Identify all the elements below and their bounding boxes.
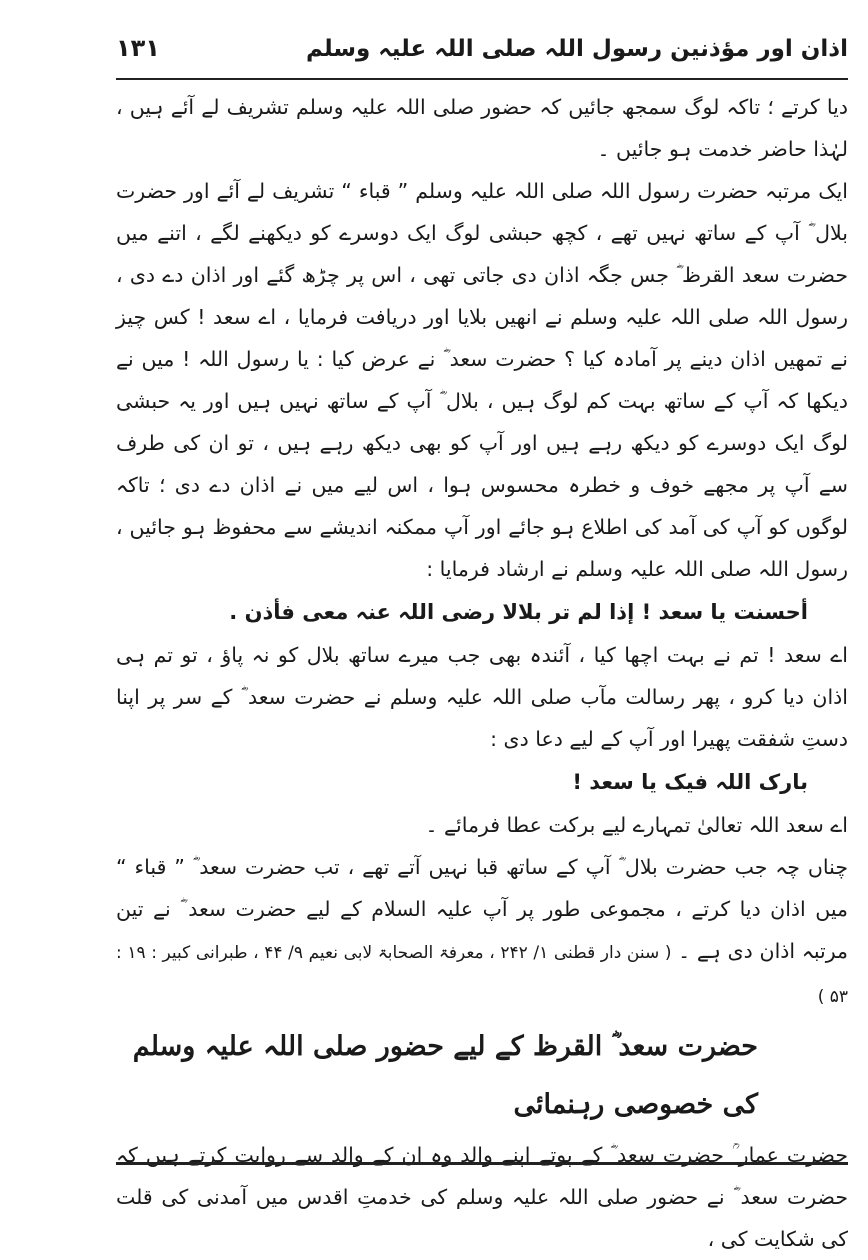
running-title: اذان اور مؤذنین رسول اللہ صلی اللہ علیہ وسلم bbox=[305, 36, 848, 62]
paragraph: حضرت عمار ؒ حضرت سعد ؓ کے پوتے اپنے والد وہ ان کے والد سے روایت کرتے ہیں کہ حضرت سعد ؓ نے حضور صلی اللہ علیہ وسلم کی خدمتِ اقدس میں آمدنی کی قلت کی شکایت کی ، bbox=[116, 1143, 848, 1251]
running-header bbox=[116, 22, 848, 80]
book-page bbox=[116, 22, 849, 1251]
page-body bbox=[116, 86, 848, 1260]
paragraph-text: چناں چہ جب حضرت بلال ؓ آپ کے ساتھ قبا نہیں آتے تھے ، تب حضرت سعد ؓ ” قباء “ میں اذان دیا کرتے ، مجموعی طور پر آپ علیہ السلام کے لیے حضرت سعد ؓ نے تین مرتبہ اذان دی ہے ۔ bbox=[116, 855, 849, 963]
header-rule bbox=[116, 78, 848, 80]
arabic-quote: أحسنت یا سعد ! إذا لم تر بلالا رضی اللہ عنہ معی فأذن . bbox=[229, 600, 808, 624]
paragraph: دیا کرتے ؛ تاکہ لوگ سمجھ جائیں کہ حضور صلی اللہ علیہ وسلم تشریف لے آئے ہیں ، لہٰذا حاضر خدمت ہو جائیں ۔ bbox=[116, 95, 848, 161]
arabic-quote: بارک اللہ فیک یا سعد ! bbox=[572, 770, 808, 794]
paragraph: ایک مرتبہ حضرت رسول اللہ صلی اللہ علیہ وسلم ” قباء “ تشریف لے آئے اور حضرت بلال ؓ آپ کے ساتھ نہیں تھے ، کچھ حبشی لوگ ایک دوسرے کو دیکھنے لگے ، اتنے میں حضرت سعد القرظ ؓ جس جگہ اذان دی جاتی تھی ، اس پر چڑھ گئے اور اذان دے دی ، رسول اللہ صلی اللہ علیہ وسلم نے انھیں بلایا اور دریافت فرمایا ، اے سعد ! کس چیز نے تمھیں اذان دینے پر آمادہ کیا ؟ حضرت سعد ؓ نے عرض کیا : یا رسول اللہ ! میں نے دیکھا کہ آپ کے ساتھ بہت کم لوگ ہیں ، بلال ؓ آپ کے ساتھ نہیں ہیں اور یہ حبشی لوگ ایک دوسرے کو دیکھ رہے ہیں اور آپ کو بھی دیکھ رہے ہیں ، تو ان کی طرف سے آپ پر مجھے خوف و خطرہ محسوس ہوا ، اس لیے میں نے اذان دے دی ؛ تاکہ لوگوں کو آپ کی آمد کی اطلاع ہو جائے اور آپ ممکنہ اندیشے سے محفوظ ہو جائیں ، رسول اللہ صلی اللہ علیہ وسلم نے ارشاد فرمایا : bbox=[116, 179, 848, 581]
paragraph bbox=[116, 846, 848, 1018]
citation: ( سنن دار قطنی ۱/ ۲۴۲ ، معرفۃ الصحابۃ لابی نعیم ۹/ ۴۴ ، طبرانی کبیر : ۱۹ : ۵۳ ) bbox=[116, 943, 848, 1007]
paragraph: اے سعد ! تم نے بہت اچھا کیا ، آئندہ بھی جب میرے ساتھ بلال کو نہ پاؤ ، تو تم ہی اذان دیا کرو ، پھر رسالت مآب صلی اللہ علیہ وسلم نے حضرت سعد ؓ کے سر پر اپنا دستِ شفقت پھیرا اور آپ کے لیے دعا دی : bbox=[116, 643, 848, 751]
footer-rule bbox=[116, 1162, 848, 1165]
paragraph: اے سعد اللہ تعالیٰ تمہارے لیے برکت عطا فرمائے ۔ bbox=[425, 813, 848, 837]
page-number: ۱۳۱ bbox=[116, 34, 160, 62]
section-heading: حضرت سعد ؓ القرظ کے لیے حضور صلی اللہ علیہ وسلم کی خصوصی رہنمائی bbox=[132, 1031, 758, 1120]
